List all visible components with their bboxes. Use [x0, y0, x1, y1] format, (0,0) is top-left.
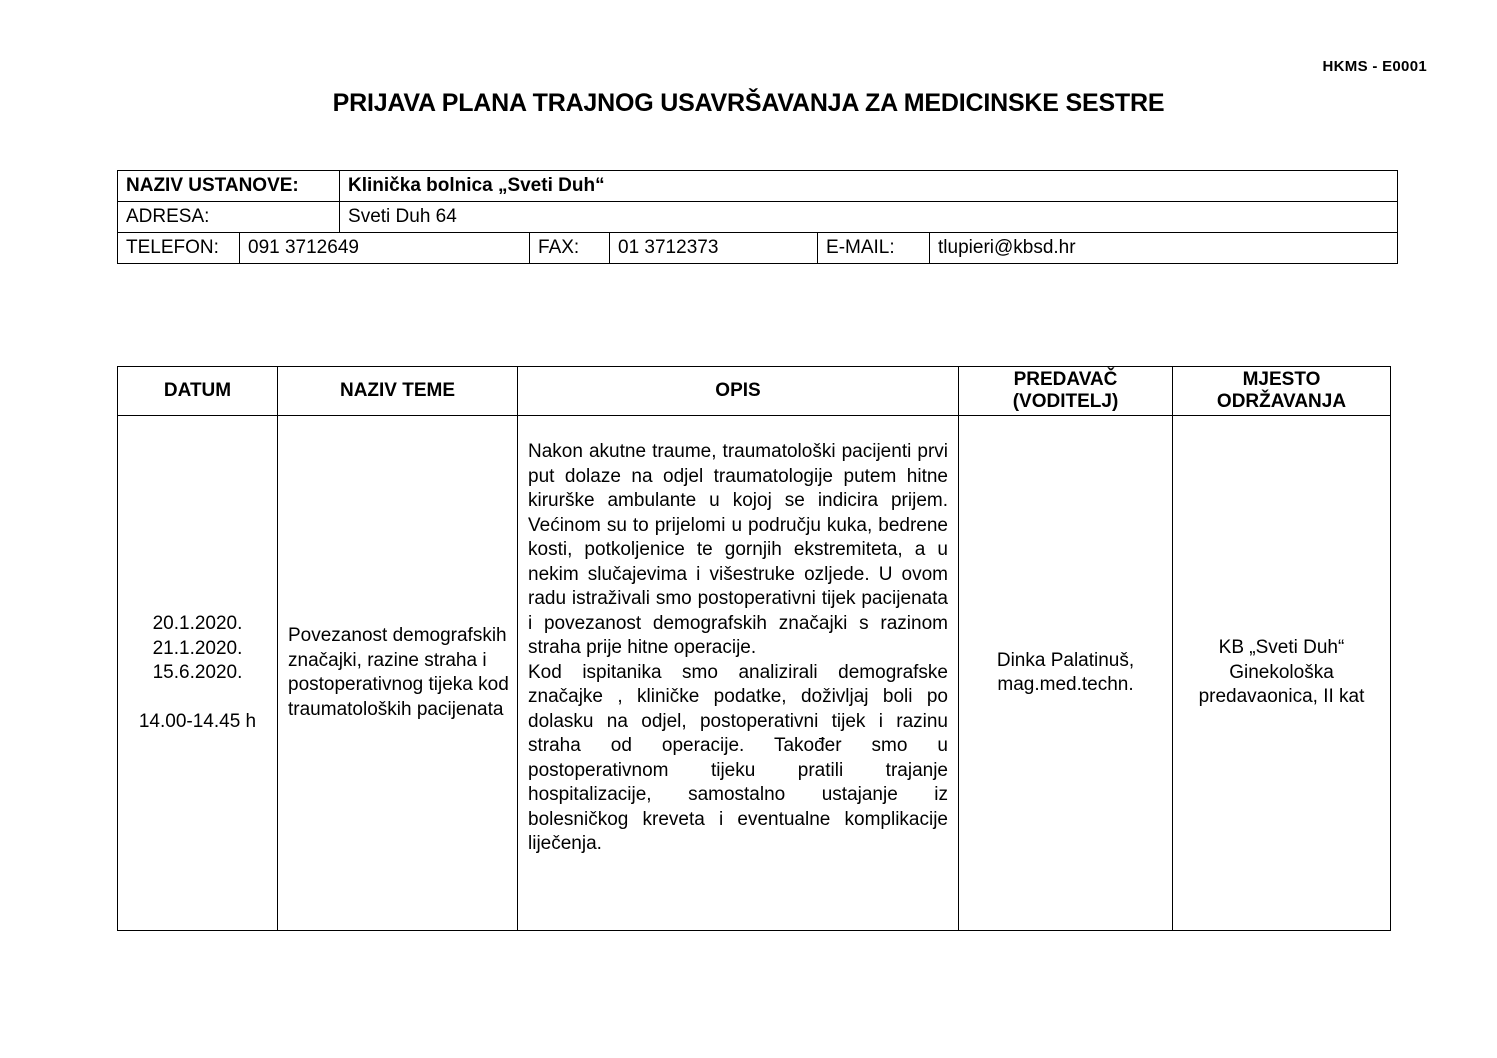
date-3: 15.6.2020.	[152, 662, 243, 683]
document-title: PRIJAVA PLANA TRAJNOG USAVRŠAVANJA ZA MEDICINSKE SESTRE	[332, 89, 1165, 117]
date-1: 20.1.2020.	[152, 613, 243, 634]
header-topic: NAZIV TEME	[278, 367, 518, 416]
fax-value: 01 3712373	[610, 233, 818, 264]
header-date: DATUM	[118, 367, 278, 416]
address-value: Sveti Duh 64	[340, 202, 1398, 233]
institution-name-row	[118, 171, 1398, 202]
place-cell: KB „Sveti Duh“ Ginekološka predavaonica, II kat	[1173, 416, 1391, 931]
institution-table	[117, 170, 1398, 264]
time-range: 14.00-14.45 h	[138, 710, 257, 732]
address-label: ADRESA:	[118, 202, 340, 233]
plan-table	[117, 366, 1391, 931]
date-2: 21.1.2020.	[152, 637, 243, 659]
lecturer-cell: Dinka Palatinuš, mag.med.techn.	[959, 416, 1173, 931]
description-cell	[518, 416, 959, 931]
email-value: tlupieri@kbsd.hr	[930, 233, 1398, 264]
email-label: E-MAIL:	[818, 233, 930, 264]
form-code: HKMS - E0001	[1322, 58, 1427, 75]
fax-label: FAX:	[530, 233, 610, 264]
plan-header-row	[118, 367, 1391, 416]
institution-contact-row	[118, 233, 1398, 264]
header-lecturer: PREDAVAČ (VODITELJ)	[959, 367, 1173, 416]
description-paragraph-2: Kod ispitanika smo analizirali demografske značajke , kliničke podatke, doživljaj boli po dolasku na odjel, postoperativni tijek i razinu straha od operacije. Također smo u postoperativnom tijeku pratili trajanje hospitalizacije, samostalno ustajanje iz bolesničkog kreveta i eventualne komplikacije liječenja.	[528, 661, 948, 854]
phone-value: 091 3712649	[240, 233, 530, 264]
date-cell	[118, 416, 278, 931]
phone-label: TELEFON:	[118, 233, 240, 264]
table-row	[118, 416, 1391, 931]
institution-name-value: Klinička bolnica „Sveti Duh“	[340, 171, 1398, 202]
institution-name-label: NAZIV USTANOVE:	[118, 171, 340, 202]
topic-cell: Povezanost demografskih značajki, razine straha i postoperativnog tijeka kod traumatoloških pacijenata	[278, 416, 518, 931]
header-description: OPIS	[518, 367, 959, 416]
institution-address-row	[118, 202, 1398, 233]
header-place: MJESTO ODRŽAVANJA	[1173, 367, 1391, 416]
description-paragraph-1: Nakon akutne traume, traumatološki pacijenti prvi put dolaze na odjel traumatologije putem hitne kirurške ambulante u kojoj se indicira prijem. Većinom su to prijelomi u području kuka, bedrene kosti, potkoljenice te gornjih ekstremiteta, a u nekim slučajevima i višestruke ozljede. U ovom radu istraživali smo postoperativni tijek pacijenata i povezanost demografskih značajki s razinom straha prije hitne operacije.	[528, 441, 948, 658]
